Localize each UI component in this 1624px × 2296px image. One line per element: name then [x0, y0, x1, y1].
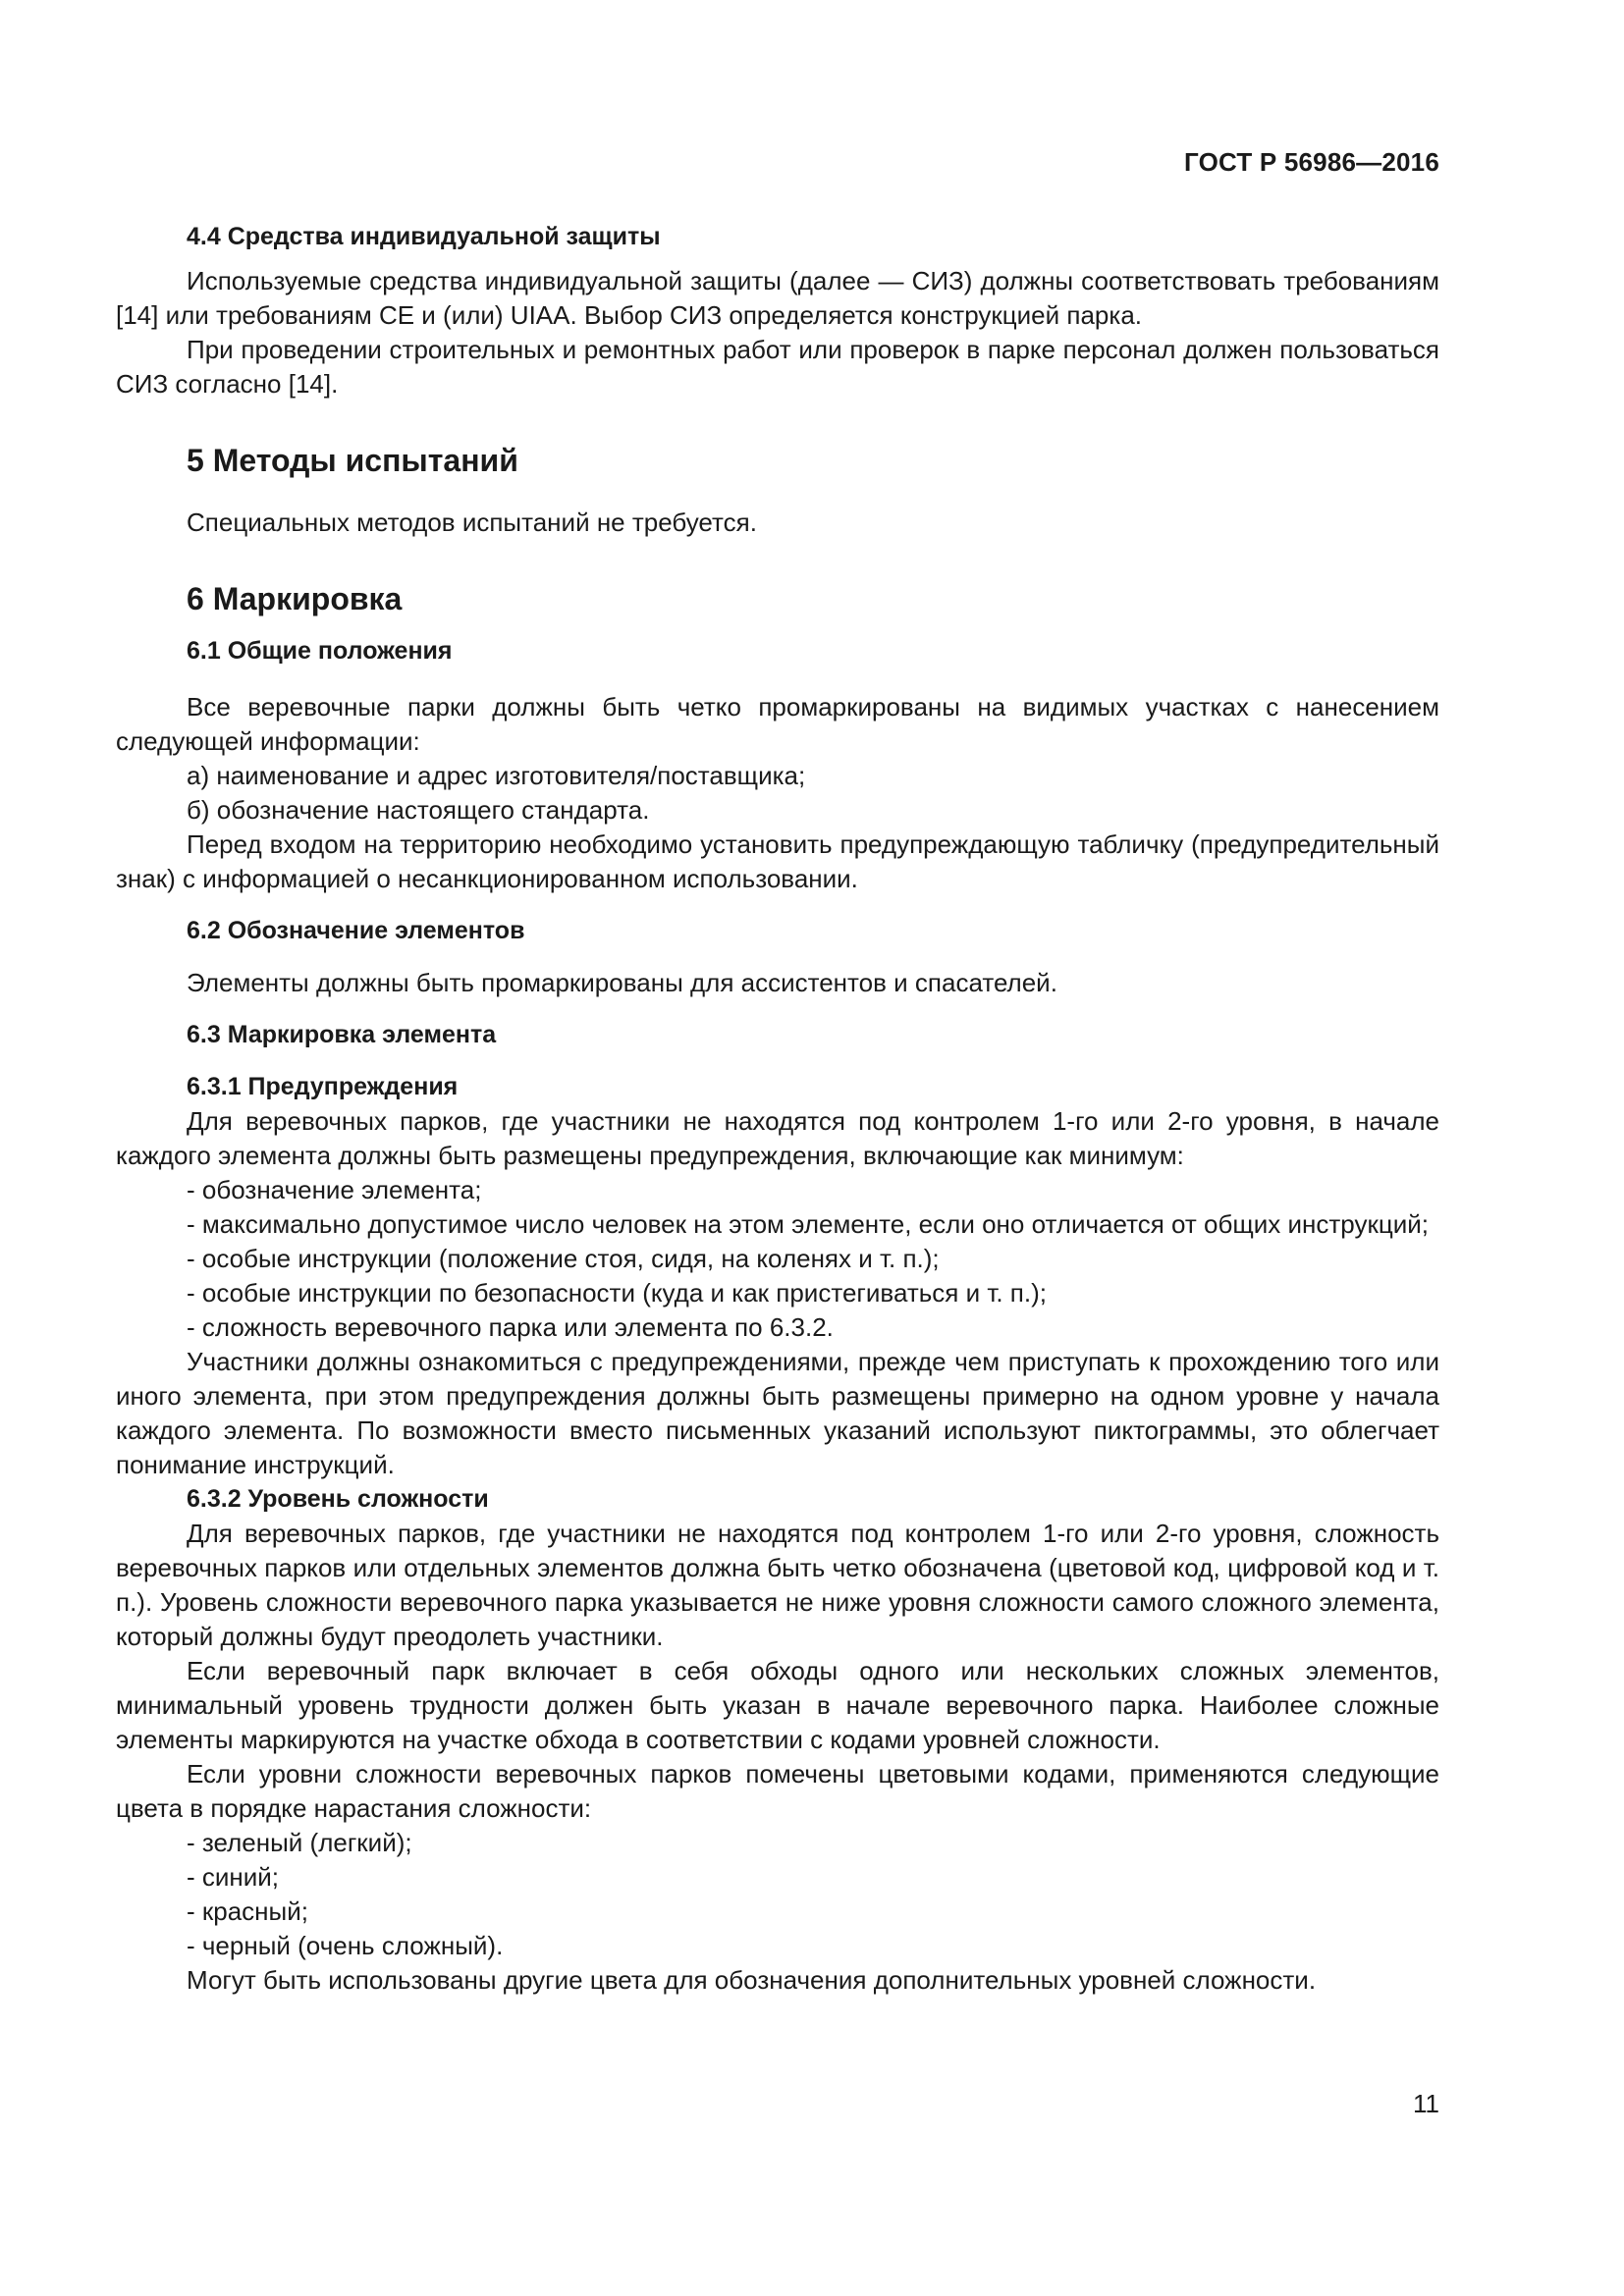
section-4-4-title: 4.4 Средства индивидуальной защиты	[187, 223, 661, 250]
section-4-4-paragraph-2: При проведении строительных и ремонтных работ или проверок в парке персонал должен пользоваться СИЗ согласно [14].	[116, 335, 1439, 399]
list-item: - обозначение элемента;	[187, 1175, 482, 1204]
list-item: а) наименование и адрес изготовителя/поставщика;	[187, 761, 806, 790]
section-6-2-paragraph-1: Элементы должны быть промаркированы для ассистентов и спасателей.	[187, 968, 1057, 997]
section-6-3-1-paragraph-1: Для веревочных парков, где участники не находятся под контролем 1-го или 2-го уровня, в начале каждого элемента должны быть размещены предупреждения, включающие как минимум:	[116, 1106, 1439, 1170]
section-6-3-title: 6.3 Маркировка элемента	[187, 1021, 497, 1048]
list-item: - зеленый (легкий);	[187, 1828, 412, 1857]
list-item: - красный;	[187, 1896, 308, 1926]
section-6-3-1-title: 6.3.1 Предупреждения	[187, 1073, 459, 1100]
list-item: - черный (очень сложный).	[187, 1931, 504, 1960]
page-content	[116, 220, 1439, 1998]
section-6-3-2-paragraph-4: Могут быть использованы другие цвета для обозначения дополнительных уровней сложности.	[187, 1965, 1317, 1995]
list-item: - синий;	[187, 1862, 280, 1892]
section-6-3-1-paragraph-2: Участники должны ознакомиться с предупреждениями, прежде чем приступать к прохождению того или иного элемента, при этом предупреждения должны быть размещены примерно на одном уровне у начала каждого элемента. По возможности вместо письменных указаний используют пиктограммы, это облегчает понимание инструкций.	[116, 1347, 1439, 1479]
section-6-3-2-paragraph-1: Для веревочных парков, где участники не находятся под контролем 1-го или 2-го уровня, сложность веревочных парков или отдельных элементов должна быть четко обозначена (цветовой код, цифровой код и т. п.). Уровень сложности веревочного парка указывается не ниже уровня сложности самого сложного элемента, который должны будут преодолеть участники.	[116, 1519, 1439, 1651]
section-6-1-paragraph-1: Все веревочные парки должны быть четко промаркированы на видимых участках с нанесением следующей информации:	[116, 692, 1439, 756]
list-item: - особые инструкции (положение стоя, сидя, на коленях и т. п.);	[187, 1244, 940, 1273]
document-id: ГОСТ Р 56986—2016	[1184, 147, 1439, 177]
page-number: 11	[1413, 2089, 1439, 2118]
list-item: - максимально допустимое число человек на этом элементе, если оно отличается от общих инструкций;	[187, 1209, 1430, 1239]
section-6-3-2-paragraph-3: Если уровни сложности веревочных парков помечены цветовыми кодами, применяются следующие цвета в порядке нарастания сложности:	[116, 1759, 1439, 1823]
section-6-2-title: 6.2 Обозначение элементов	[187, 917, 525, 944]
section-6-3-2-paragraph-2: Если веревочный парк включает в себя обходы одного или нескольких сложных элементов, минимальный уровень трудности должен быть указан в начале веревочного парка. Наиболее сложные элементы маркируются на участке обхода в соответствии с кодами уровней сложности.	[116, 1656, 1439, 1754]
section-4-4-paragraph-1: Используемые средства индивидуальной защиты (далее — СИЗ) должны соответствовать требованиям [14] или требованиям СЕ и (или) UIAA. Выбор СИЗ определяется конструкцией парка.	[116, 266, 1439, 330]
section-6-1-title: 6.1 Общие положения	[187, 637, 453, 665]
list-item: б) обозначение настоящего стандарта.	[187, 795, 650, 825]
section-6-3-2-title: 6.3.2 Уровень сложности	[187, 1485, 489, 1513]
section-6-1-paragraph-2: Перед входом на территорию необходимо установить предупреждающую табличку (предупредительный знак) с информацией о несанкционированном использовании.	[116, 829, 1439, 893]
list-item: - особые инструкции по безопасности (куда и как пристегиваться и т. п.);	[187, 1278, 1047, 1308]
section-5-title: 5 Методы испытаний	[187, 443, 518, 478]
section-6-title: 6 Маркировка	[187, 581, 403, 616]
list-item: - сложность веревочного парка или элемента по 6.3.2.	[187, 1312, 834, 1342]
section-5-paragraph-1: Специальных методов испытаний не требуется.	[187, 507, 757, 537]
